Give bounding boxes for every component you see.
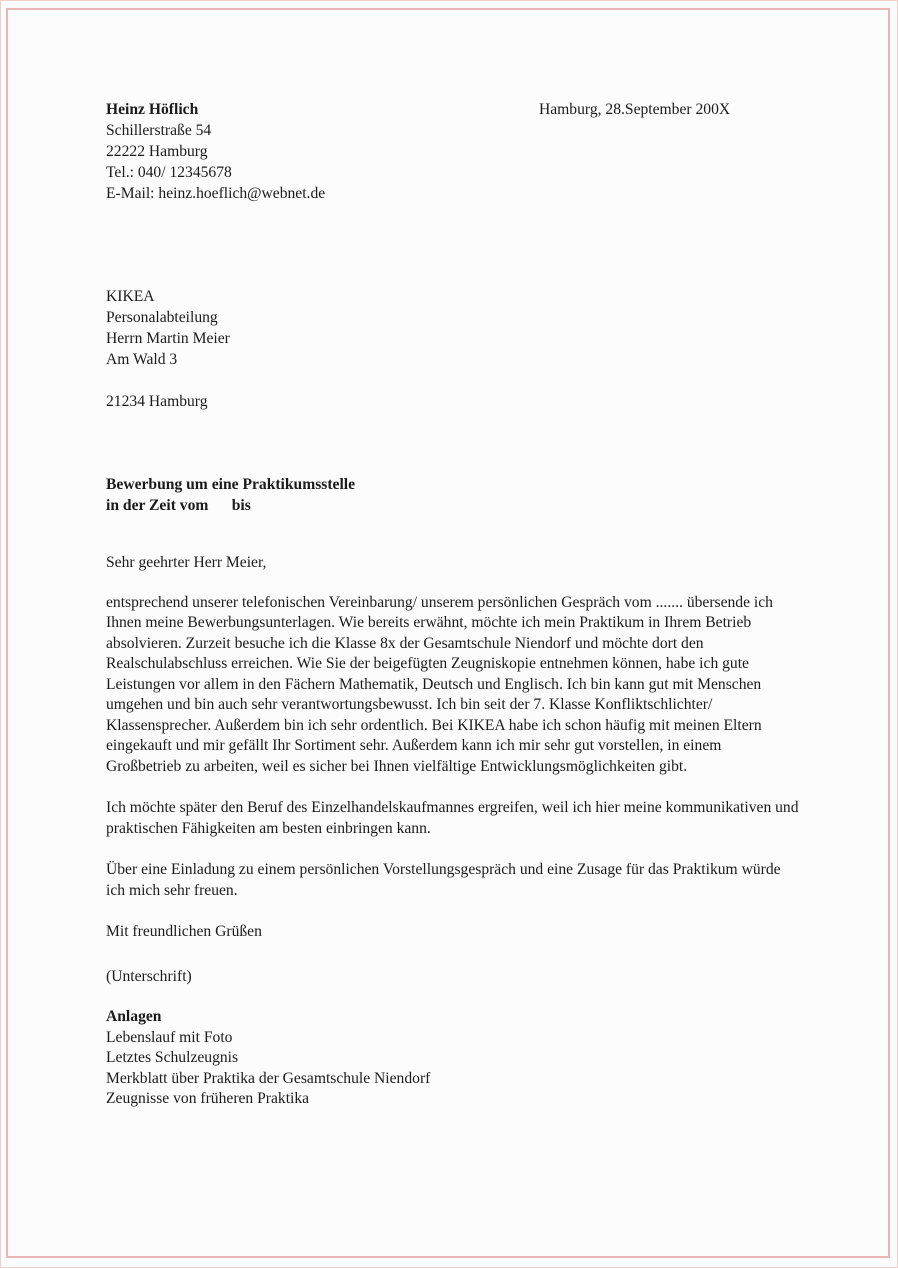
recipient-city: 21234 Hamburg [106, 393, 208, 410]
recipient-company: KIKEA [106, 288, 155, 305]
closing-phrase: Mit freundlichen Grüßen [106, 923, 262, 940]
recipient-contact: Herrn Martin Meier [106, 330, 230, 347]
sender-street: Schillerstraße 54 [106, 122, 212, 139]
enclosure-item: Merkblatt über Praktika der Gesamtschule Niendorf [106, 1069, 431, 1087]
recipient-street: Am Wald 3 [106, 351, 178, 368]
body-paragraph: entsprechend unserer telefonischen Vereinbarung/ unserem persönlichen Gespräch vom ....... übersende ich Ihnen meine Bewerbungsunterlagen. Wie bereits erwähnt, möchte ich mein Praktikum in Ihrem Betrieb absolvieren. Zurzeit besuche ich die Klasse 8x der Gesamtschule Niendorf und möchte dort den Realschulabschluss erreichen. Wie Sie der beigefügten Zeugniskopie entnehmen können, habe ich gute Leistungen vor allem in den Fächern Mathematik, Deutsch und Englisch. Ich bin kann gut mit Menschen umgehen und bin auch sehr verantwortungsbewusst. Ich bin seit der 7. Klasse Konfliktschlichter/ Klassensprecher. Außerdem bin ich sehr ordentlich. Bei KIKEA habe ich schon häufig mit meinen Eltern eingekauft und mir gefällt Ihr Sortiment sehr. Außerdem kann ich mir sehr gut vorstellen, in einem Großbetrieb zu arbeiten, weil es sicher bei Ihnen vielfältige Entwicklungsmöglichkeiten gibt. [106, 593, 773, 775]
sender-phone: Tel.: 040/ 12345678 [106, 164, 232, 181]
signature-placeholder: (Unterschrift) [106, 967, 192, 985]
letter-date: Hamburg, 28.September 200X [539, 101, 731, 118]
subject-block [106, 474, 799, 516]
enclosure-item: Letztes Schulzeugnis [106, 1049, 239, 1066]
recipient-department: Personalabteilung [106, 309, 218, 326]
subject-line-1: Bewerbung um eine Praktikumsstelle [106, 476, 356, 493]
letter-content [106, 99, 799, 1110]
recipient-address-block [106, 286, 799, 412]
subject-line-2: in der Zeit vom bis [106, 497, 251, 514]
salutation: Sehr geehrter Herr Meier, [106, 554, 267, 571]
enclosures-block [106, 1007, 799, 1110]
sender-email: E-Mail: heinz.hoeflich@webnet.de [106, 185, 326, 202]
letter-body [106, 593, 799, 902]
sender-name: Heinz Höflich [106, 101, 199, 118]
body-paragraph: Ich möchte später den Beruf des Einzelhandelskaufmannes ergreifen, weil ich hier meine kommunikativen und praktischen Fähigkeiten am besten einbringen kann. [106, 799, 799, 837]
enclosures-title: Anlagen [106, 1008, 162, 1025]
sender-city: 22222 Hamburg [106, 143, 208, 160]
enclosure-item: Lebenslauf mit Foto [106, 1028, 233, 1046]
sender-address-block [106, 99, 799, 204]
enclosure-item: Zeugnisse von früheren Praktika [106, 1090, 310, 1107]
body-paragraph: Über eine Einladung zu einem persönlichen Vorstellungsgespräch und eine Zusage für das Praktikum würde ich mich sehr freuen. [106, 861, 781, 899]
